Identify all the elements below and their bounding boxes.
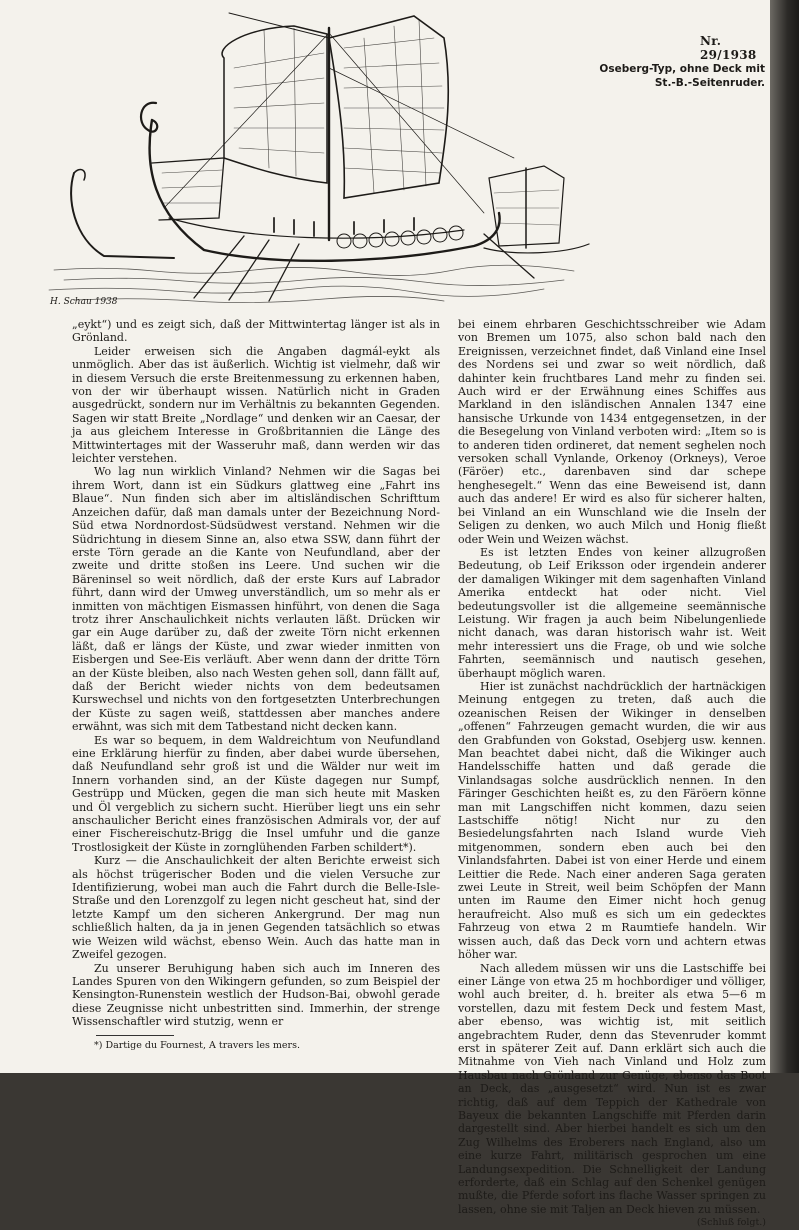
continued-note: (Schluß folgt.) [696,1217,766,1229]
left-column [72,318,440,1052]
paragraph: „eykt“) und es zeigt sich, daß der Mittwintertag länger ist als in Grönland. [72,318,440,345]
viking-ships-illustration [44,8,604,308]
paragraph: Kurz — die Anschaulichkeit der alten Berichte erweist sich als höchst trügerischer Boden und die vielen Versuche zur Identifizierung, wobei man auch die Fahrt durch die Belle-Isle-Straße und den Lorenzgolf zu legen nicht gescheut hat, sind der letzte Kampf um den sicheren Ankergrund. Der mag nun schließlich halten, da ja in jenen Gegenden tatsächlich so etwas wie Weizen wild wächst, ebenso Wein. Auch das hatte man in Zweifel gezogen. [72,854,440,962]
issue-number: Nr. 29/1938 [700,34,757,62]
paragraph: Zu unserer Beruhigung haben sich auch im Inneren des Landes Spuren von den Wikingern gefunden, so zum Beispiel der Kensington-Runenstein westlich der Hudson-Bai, obwohl gerade diese Zeugnisse nicht unbestritten sind. Immerhin, der strenge Wissenschaftler wird stutzig, wenn er [72,961,440,1029]
illustration-signature: H. Schau 1938 [50,297,118,307]
footnote: *) Dartige du Fournest, A travers les mers. [94,1039,300,1051]
paragraph: Hier ist zunächst nachdrücklich der hartnäckigen Meinung entgegen zu treten, daß auch die ozeanischen Reisen der Wikinger in denselben „offenen“ Fahrzeugen gemacht wurden, die wir aus den Grabfunden von Gokstad, Osebjerg usw. kennen. Man beachtet dabei nicht, daß die Wikinger auch Handelsschiffe hatten und daß gerade die Vinlandsagas solche ausdrücklich nennen. In den Färinger Geschichten heißt es, zu den Färöern könne man mit Langschiffen nicht kommen, dazu seien Lastschiffe nötig! Nicht nur zu den Besiedelungsfahrten nach Island wurde Vieh mitgenommen, sondern eben auch bei den Vinlandsfahrten. Dabei ist von einer Herde und einem Leittier die Rede. Nach einer anderen Saga geraten zwei Leute in Streit, weil beim Schöpfen der Mann unten im Raume den Eimer nicht hoch genug heraufreicht. Also muß es sich um ein gedecktes Fahrzeug von etwa 2 m Raumtiefe handeln. Wir wissen auch, daß das Deck vorn und achtern etwas höher war. [458,679,766,962]
paragraph: Es ist letzten Endes von keiner allzugroßen Bedeutung, ob Leif Eriksson oder irgendein anderer der damaligen Wikinger mit dem sagenhaften Vinland Amerika entdeckt hat oder nicht. Viel bedeutungsvoller ist die allgemeine seemännische Leistung. Wir fragen ja auch beim Nibelungenliede nicht danach, was daran historisch wahr ist. Weit mehr interessiert uns die Frage, ob und wie solche Fahrten, seemännisch und nautisch gesehen, überhaupt möglich waren. [458,545,766,680]
paragraph: Es war so bequem, in dem Waldreichtum von Neufundland eine Erklärung hierfür zu finden, aber dabei wurde übersehen, daß Neufundland sehr groß ist und die Wälder nur weit im Innern vorhanden sind, an der Küste dagegen nur Sumpf, Gestrüpp und Mücken, gegen die man sich heute mit Masken und Öl vergeblich zu sichern sucht. Hierüber liegt uns ein sehr anschaulicher Bericht eines französischen Admirals vor, der auf einer Fischereischutz-Brigg die Insel umfuhr und die ganze Trostlosigkeit der Küste in zornglühenden Farben schildert*). [72,733,440,854]
footnote-divider [96,1035,174,1036]
right-column [458,318,766,1230]
paragraph: Wo lag nun wirklich Vinland? Nehmen wir die Sagas bei ihrem Wort, dann ist ein Südkurs glattweg eine „Fahrt ins Blaue“. Nun finden sich aber im altisländischen Schrifttum Anzeichen dafür, daß man damals unter der Bezeichnung Nord-Süd etwa Nordnordost-Südsüdwest verstand. Nehmen wir die Südrichtung in diesem Sinne an, also etwa SSW, dann führt der erste Törn gerade an die Kante von Neufundland, aber der zweite und dritte stoßen ins Leere. Und suchen wir die Bäreninsel so weit nördlich, daß der erste Kurs auf Labrador führt, dann wird der Umweg unverständlich, um so mehr als er inmitten von mächtigen Eismassen hinführt, von denen die Saga trotz ihrer Anschaulichkeit nichts verlauten läßt. Drücken wir gar ein Auge darüber zu, daß der zweite Törn nicht erkennen läßt, daß er längs der Küste, und zwar wieder inmitten von Eisbergen und See-Eis verläuft. Aber wenn dann der dritte Törn an der Küste bleiben, also nach Westen gehen soll, dann fällt auf, daß der Bericht wieder nichts von dem bedeutsamen Kurswechsel und nichts von den fortgesetzten Unterbrechungen der Küste zu sagen weiß, stattdessen aber manches andere erwähnt, was sich mit dem Tatbestand nicht decken kann. [72,465,440,734]
paragraph: Nach alledem müssen wir uns die Lastschiffe bei einer Länge von etwa 25 m hochbordiger und völliger, wohl auch breiter, d. h. breiter als etwa 5—6 m vorstellen, dazu mit festem Deck und festem Mast, aber ebenso, was wichtig ist, mit seitlich angebrachtem Ruder, denn das Stevenruder kommt erst in späterer Zeit auf. Dann erklärt sich auch die Mitnahme von Vieh nach Vinland und Holz zum Hausbau nach Grönland zur Genüge, ebenso das Boot an Deck, das „ausgesetzt“ wird. Nun ist es zwar richtig, daß auf dem Teppich der Kathedrale von Bayeux die bekannten Langschiffe mit Pferden darin dargestellt sind. Aber hierbei handelt es sich um den Zug Wilhelms des Eroberers nach England, also um eine kurze Fahrt, militärisch gesprochen um eine Landungsexpedition. Die Schnelligkeit der Landung erforderte, daß ein Schlag auf den Schenkel genügen mußte, die Pferde sofort ins flache Wasser springen zu lassen, ohne sie mit Taljen an Deck hieven zu müssen. [458,961,766,1216]
paragraph: Leider erweisen sich die Angaben dagmál-eykt als unmöglich. Aber das ist äußerlich. Wichtig ist vielmehr, daß wir in diesem Versuch die erste Breitenmessung zu erkennen haben, von der wir überhaupt wissen. Natürlich nicht in Graden ausgedrückt, sondern nur im Verhältnis zu bekannten Gegenden. Sagen wir statt Breite „Nordlage“ und denken wir an Caesar, der ja aus gleichem Interesse in Großbritannien die Länge des Mittwintertages mit der Wasseruhr maß, dann werden wir das leichter verstehen. [72,344,440,466]
illustration-caption: Oseberg-Typ, ohne Deck mit St.-B.-Seitenruder. [599,63,765,89]
page-edge-shadow [770,0,799,1073]
paragraph: bei einem ehrbaren Geschichtsschreiber wie Adam von Bremen um 1075, also schon bald nach den Ereignissen, verzeichnet findet, daß Vinland eine Insel des Nordens sei und zwar so weit nördlich, daß dahinter kein fruchtbares Land mehr zu finden sei. Auch wird er der Erwähnung eines Schiffes aus Markland in den isländischen Annalen 1347 eine hansische Urkunde von 1434 entgegensetzen, in der die Besegelung von Vinland verboten wird: „Item so is to anderen tiden ordineret, dat nement seghelen noch versoken schall Vynlande, Orkenoy (Orkneys), Veroe (Färöer) etc., darenbaven sind dar schepe henghesegelt.“ Wenn das eine Beweisend ist, dann auch das andere! Er wird es also für sicherer halten, bei Vinland an ein Wunschland wie die Inseln der Seligen zu denken, wo auch Milch und Honig fließt oder Wein und Weizen wächst. [458,318,766,546]
